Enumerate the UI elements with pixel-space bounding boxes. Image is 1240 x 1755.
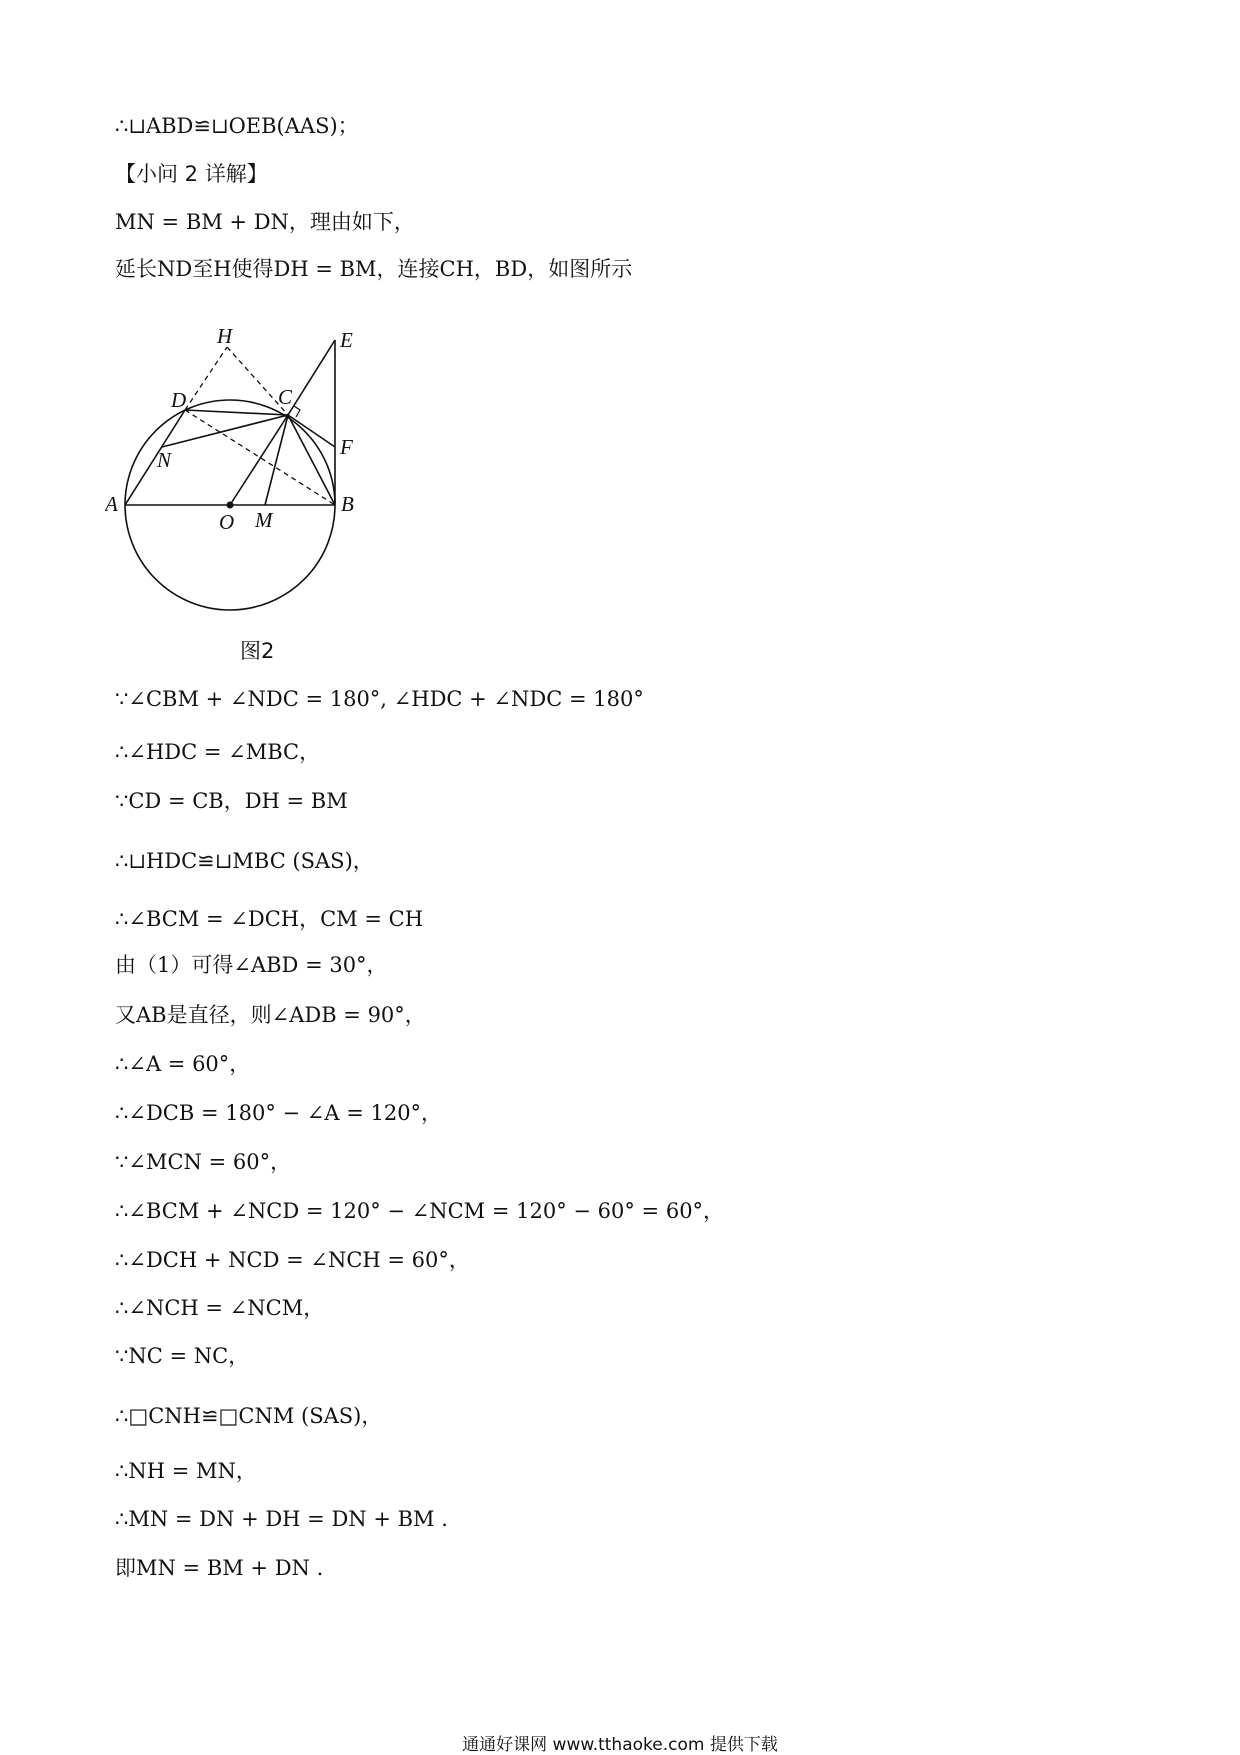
text-line: ∴∠NCH = ∠NCM， [115, 1296, 325, 1320]
label-M: M [255, 508, 273, 532]
segment-CB [288, 415, 335, 505]
label-F: F [340, 435, 353, 459]
text-line: 即MN = BM + DN . [115, 1556, 324, 1580]
right-angle-mark [294, 406, 300, 417]
text-line: ∵NC = NC， [115, 1344, 250, 1368]
label-A: A [105, 492, 118, 516]
text-line: ∴MN = DN + DH = DN + BM . [115, 1507, 448, 1531]
text-line: ∴⊔HDC≌⊔MBC (SAS)， [115, 849, 374, 873]
label-O: O [219, 510, 235, 534]
text-line: ∴⊔ABD≌⊔OEB(AAS)； [115, 114, 359, 138]
text-line: ∵∠CBM + ∠NDC = 180°, ∠HDC + ∠NDC = 180° [115, 687, 644, 711]
figure-caption: 图2 [240, 639, 275, 663]
geometry-figure [105, 305, 405, 635]
text-line: ∵CD = CB，DH = BM [115, 789, 348, 813]
label-D: D [171, 388, 187, 412]
text-line: ∴∠BCM = ∠DCH，CM = CH [115, 907, 424, 931]
segment-AD [125, 410, 185, 505]
text-line: ∴∠DCB = 180° − ∠A = 120°， [115, 1101, 443, 1125]
segment-CM [265, 415, 288, 505]
label-C: C [278, 385, 293, 409]
text-line: ∴□CNH≌□CNM (SAS)， [115, 1404, 383, 1428]
segment-CO [230, 415, 288, 505]
center-point-O [227, 502, 234, 509]
segment-CE [288, 340, 335, 415]
text-line: ∴∠BCM + ∠NCD = 120° − ∠NCM = 120° − 60° = 60°， [115, 1199, 725, 1223]
text-line: 又AB是直径，则∠ADB = 90°， [115, 1003, 426, 1027]
segment-CN [162, 415, 288, 447]
label-N: N [157, 448, 172, 472]
label-E: E [340, 328, 353, 352]
text-line: ∴∠HDC = ∠MBC， [115, 740, 321, 764]
label-B: B [341, 492, 354, 516]
text-line: MN = BM + DN，理由如下， [115, 210, 415, 234]
segment-DC [185, 410, 288, 415]
text-line: 延长ND至H使得DH = BM，连接CH，BD，如图所示 [115, 257, 633, 281]
label-H: H [217, 324, 233, 348]
text-line: ∴∠A = 60°， [115, 1052, 251, 1076]
text-line: ∴NH = MN， [115, 1459, 257, 1483]
segment-CF [288, 415, 335, 447]
text-line: ∴∠DCH + NCD = ∠NCH = 60°， [115, 1248, 470, 1272]
text-line: 由（1）可得∠ABD = 30°， [115, 953, 388, 977]
text-line: ∵∠MCN = 60°， [115, 1150, 292, 1174]
page-footer: 通通好课网 www.tthaoke.com 提供下载 [462, 1735, 778, 1755]
section-heading: 【小问 2 详解】 [115, 162, 268, 186]
